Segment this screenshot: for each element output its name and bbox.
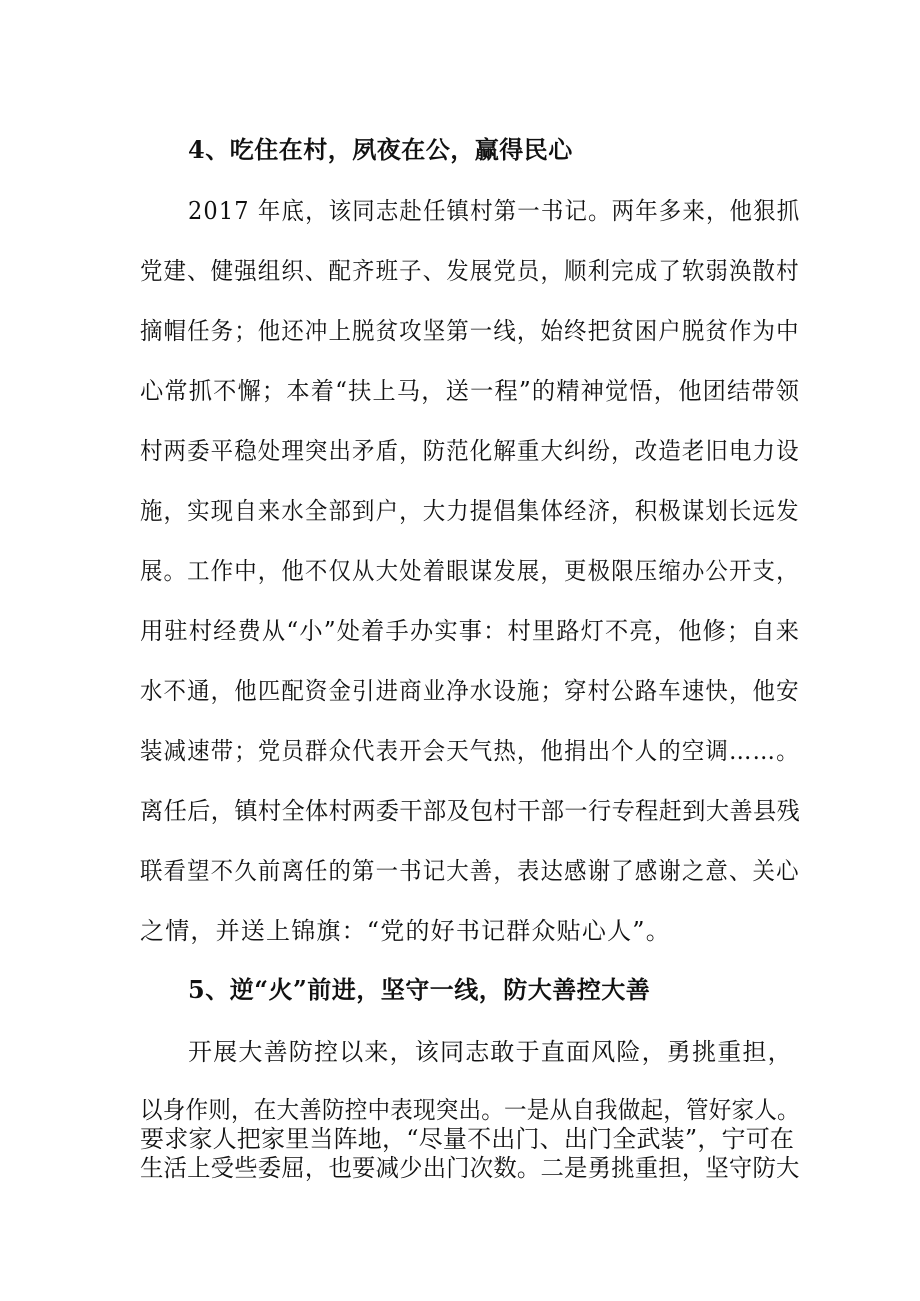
paragraph-line: 心常抓不懈；本着“扶上马，送一程”的精神觉悟，他团结带领 bbox=[140, 377, 801, 405]
paragraph-line: 党建、健强组织、配齐班子、发展党员，顺利完成了软弱涣散村 bbox=[140, 257, 800, 285]
section-4-heading: 4、吃住在村，夙夜在公，赢得民心 bbox=[188, 135, 573, 164]
paragraph-line: 联看望不久前离任的第一书记大善，表达感谢了感谢之意、关心 bbox=[140, 857, 800, 885]
paragraph-line: 离任后，镇村全体村两委干部及包村干部一行专程赶到大善县残 bbox=[140, 797, 801, 825]
paragraph-line: 摘帽任务；他还冲上脱贫攻坚第一线，始终把贫困户脱贫作为中 bbox=[140, 317, 800, 345]
paragraph-line: 之情，并送上锦旗：“党的好书记群众贴心人”。 bbox=[140, 917, 671, 945]
paragraph-line: 用驻村经费从“小”处着手办实事：村里路灯不亮，他修；自来 bbox=[140, 617, 801, 645]
paragraph-line: 2017 年底，该同志赴任镇村第一书记。两年多来，他狠抓 bbox=[188, 197, 801, 225]
paragraph-line: 装减速带；党员群众代表开会天气热，他捐出个人的空调……。 bbox=[140, 737, 800, 765]
paragraph-line: 施，实现自来水全部到户，大力提倡集体经济，积极谋划长远发 bbox=[140, 497, 800, 525]
paragraph-line: 要求家人把家里当阵地，“尽量不出门、出门全武装”，宁可在 bbox=[140, 1125, 795, 1153]
paragraph-line: 水不通，他匹配资金引进商业净水设施；穿村公路车速快，他安 bbox=[140, 677, 800, 705]
paragraph-line: 以身作则，在大善防控中表现突出。一是从自我做起，管好家人。 bbox=[140, 1096, 800, 1124]
paragraph-line: 开展大善防控以来，该同志敢于直面风险，勇挑重担， bbox=[188, 1038, 793, 1066]
section-5-heading: 5、逆“火”前进，坚守一线，防大善控大善 bbox=[188, 975, 651, 1004]
paragraph-line: 生活上受些委屈，也要减少出门次数。二是勇挑重担，坚守防大 bbox=[140, 1154, 800, 1182]
paragraph-line: 村两委平稳处理突出矛盾，防范化解重大纠纷，改造老旧电力设 bbox=[140, 437, 800, 465]
paragraph-line: 展。工作中，他不仅从大处着眼谋发展，更极限压缩办公开支， bbox=[140, 557, 800, 585]
